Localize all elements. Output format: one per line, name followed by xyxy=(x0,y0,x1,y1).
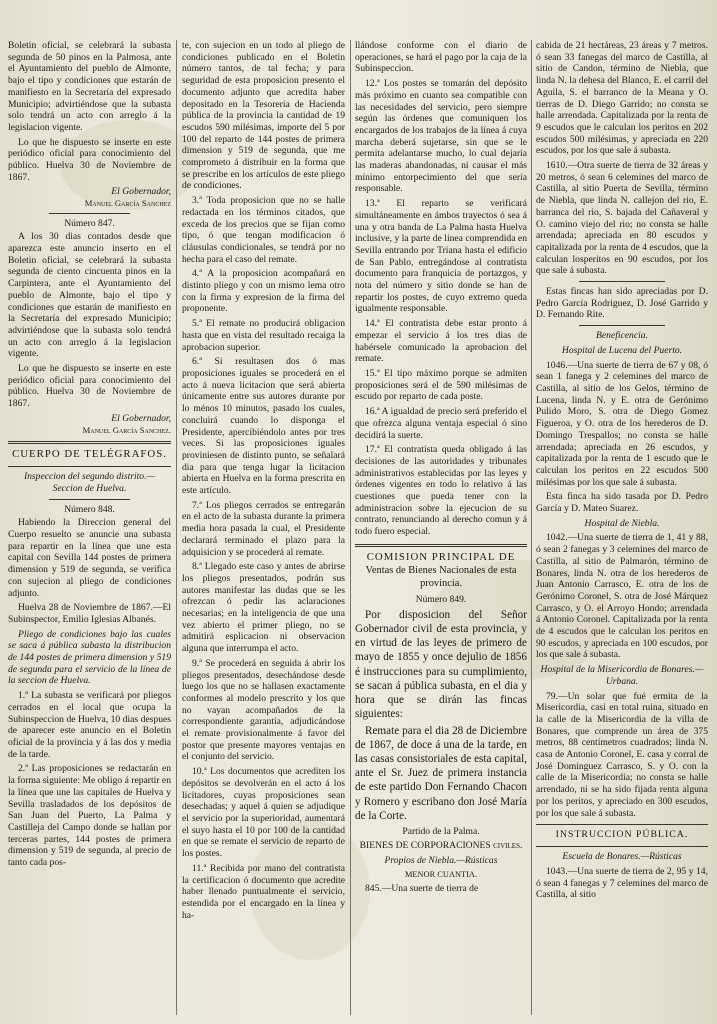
appraisal-note: Esta finca ha sido tasada por D. Pedro García y D. Mateo Suarez. xyxy=(536,491,708,515)
property-listing: 1610.—Otra suerte de tierra de 32 áreas y 20 metros, ó sean 6 celemines del marco de Castilla, al sitio Puerta de Sevilla, término de Niebla, que linda N. callejon del rio, E. barranca del rio, S. bajada del Cañaveral y O. camino viejo del rio; no consta se halle arrendada; apreciada en 80 escudos y capitalizada por la renta de 4 escudos, que la calculan losperitos en 90 escudos, por los que sale á subasta. xyxy=(536,160,708,277)
section-divider xyxy=(355,544,527,547)
institution-heading: Hospital de Lucena del Puerto. xyxy=(561,344,683,356)
institution-heading: Hospital de la Misericordia de Bonares.—Urbana. xyxy=(540,664,704,687)
column-4 xyxy=(536,40,708,1020)
divider xyxy=(579,281,665,282)
category-subheading: Propios de Niebla.—Rústicas xyxy=(384,855,498,867)
divider xyxy=(536,824,708,825)
condition-clause: 14.ª El contratista debe estar pronto á empezar el servicio á los tres dias de habérsele comunicado la aprobacion del remate. xyxy=(355,318,527,365)
condition-clause: 8.ª Llegado este caso y antes de abrirse los pliegos presentados, podrán sus autores manifestar las dudas que se les ofrezcan ó pedir las aclaraciones necesarias; en la inteligencia de que una vez abierto el primer pliego, no se admitirá esplicacion ni observacion alguna que interrumpa el acto. xyxy=(182,561,345,655)
condition-clause: 9.ª Se procederá en seguida á abrir los pliegos presentados, desechándose desde luego los que no se hallasen exactamente conformes al modelo prescrito y los que no vayan acompañados de la correspondiente garantía, adjudicándose el remate provisionalmente á favor del postor que presente mayores ventajas en el conjunto del servicio. xyxy=(182,657,345,763)
notice-paragraph: Huelva 28 de Noviembre de 1867.—El Subinspector, Emilio Iglesias Albanés. xyxy=(8,602,171,625)
property-listing: cabida de 21 hectáreas, 23 áreas y 7 metros. ó sean 33 fanegas del marco de Castilla, al sitio de Candon, término de Niebla, que linda N. la dehesa del Blanco, E. el carril del Aguila, S. el barranco de la Meana y O. tierras de D. Diego Garrido; no consta se halle arrendada. Capitalizada por la renta de 9 escudos que le calculan los peritos en 202 escudos 500 milésimas, y apreciada en 220 escudos, por los que sale á subasta. xyxy=(536,40,708,157)
condition-clause: 2.ª Las proposiciones se redactarán en la forma siguiente: Me obligo á repartir en la línea que une las capitales de Huelva y Sevilla trasladados de los depósitos de San Juan del Puerto, La Palma y Castilleja del Campo donde se hallan por terceras partes, 144 postes de primera dimension y 519 de segunda, al precio de tanto cada pos- xyxy=(8,763,171,869)
condition-clause: 17.ª El contratista queda obligado á las decisiones de las autoridades y tribunales administrativos establecidas por las leyes y órdenes vigentes en todo lo relativo á las cuestiones que pueda tener con la administracion sobre la ejecucion de su contrato, renunciando al derecho comun y á todo fuero especial. xyxy=(355,444,527,538)
column-1 xyxy=(8,40,171,1020)
column-rule xyxy=(176,40,177,1015)
property-listing: 1043.—Una suerte de tierra de 2, 95 y 14, ó sean 4 fanegas y 7 celemines del marco de Castilla, al sitio xyxy=(536,865,708,901)
subsection-heading: Inspeccion del segundo distrito.— Seccion de Huelva. xyxy=(23,471,156,494)
notice-paragraph: Remate para el dia 28 de Diciembre de 1867, de doce á una de la tarde, en las casas consistoriales de esta capital, ante el Sr. Juez de primera instancia de este partido Don Fernando Chacon y Romero y escribano don José María de la Corte. xyxy=(355,724,527,822)
section-heading: COMISION PRINCIPAL DE xyxy=(366,550,516,563)
property-listing: 79.—Un solar que fué ermita de la Misericordia, casi en total ruina, situado en la calle de la Misericordia de la villa de Bonares, que comprende un área de 375 metros, 88 centímetros cuadrados; linda N. casa de Antonio Coronel, E. casa y corral de José Dominguez Carrasco, S. y O. con la calle de la Misericordia; no consta se halle arrendado, ni se ha sido fijada renta alguna por los peritos, y apreciado en 300 escudos, por los que sale á subasta. xyxy=(536,690,708,819)
category-label: MENOR CUANTIA. xyxy=(404,869,478,879)
signature-name: Manuel García Sanchez xyxy=(84,198,171,209)
condition-clause: te, con sujecion en un todo al pliego de condiciones publicado en el Boletin número tantos, de tal fecha; y para seguridad de esta proposicion presento el documento adjunto que acredita haber depositado en la Tesorería de Hacienda pública de la provincia la cantidad de 19 escudos 590 milésimas, importe del 5 por 100 del reparto de 144 postes de primera dimension y 519 de segunda, que me comprometo á distribuir en la forma que se prescribe en los artículos de este pliego de condiciones. xyxy=(182,40,345,192)
column-rule xyxy=(350,40,351,1015)
section-divider xyxy=(8,441,171,444)
institution-heading: Hospital de Niebla. xyxy=(584,517,660,529)
notice-paragraph: Lo que he dispuesto se inserte en este periódico oficial para conocimiento del público. Huelva 30 de Noviembre de 1867. xyxy=(8,363,171,410)
conditions-title: Pliego de condiciones bajo las cuales se saca á pública subasta la distribucion de 144 postes de primera dimension y 519 de segunda para el servicio de la línea de la seccion de Huelva. xyxy=(8,628,171,687)
signature-title: El Gobernador, xyxy=(111,186,171,198)
divider xyxy=(49,499,131,500)
property-listing: 845.—Una suerte de tierra de xyxy=(365,883,479,895)
appraisal-note: Estas fincas han sido apreciadas por D. Pedro García Rodriguez, D. José Garrido y D. Fernando Rite. xyxy=(536,286,708,321)
column-rule xyxy=(531,40,532,1015)
divider xyxy=(8,466,171,467)
divider xyxy=(49,213,131,214)
category-heading: BIENES DE CORPORACIONES civiles. xyxy=(359,840,523,852)
notice-paragraph: Lo que he dispuesto se inserte en este periódico oficial para conocimiento del público. Huelva 30 de Noviembre de 1867. xyxy=(8,136,171,183)
notice-paragraph: Boletin oficial, se celebrará la subasta segunda de 50 pinos en la Palmosa, ante el Ayuntamiento del pueblo de Almonte, bajo el tipo y condiciones que estarán de manifiesto en la Secretaría del expresado Municipio; advirtiéndose que la subasta solo tendrá un acto con arreglo á la legislacion vigente. xyxy=(8,40,171,133)
condition-clause: 6.ª Si resultasen dos ó mas proposiciones iguales se procederá en el acto á nueva licitacion que será abierta únicamente entre sus autores durante por lo ménos 10 minutos, pasado los cuales, concluirá cuando lo disponga el Presidente, apercibiéndolo antes por tres veces. Si las proposiciones iguales proviniesen de distinto punto, se señalará dia para que tenga lugar la licitacion abierta en Huelva en la forma prescrita en este artículo. xyxy=(182,356,345,497)
signature-name: Manuel García Sanchez. xyxy=(82,424,171,435)
condition-clause: 15.ª El tipo máximo porque se admiten proposiciones será el de 590 milésimas de escudo por reparto de cada poste. xyxy=(355,367,527,403)
condition-clause: 3.ª Toda proposicion que no se halle redactada en los términos citados, que exceda de los precios que se fijan como tipo, ó que tengan modificacion ó cláusulas condicionales, se tendrá por no hecha para el caso del remate. xyxy=(182,195,345,265)
notice-number: Número 847. xyxy=(64,217,115,229)
condition-clause: 1.ª La subasta se verificará por pliegos cerrados en el local que ocupa la Subinspeccion de Huelva, 10 dias despues de aparecer este anuncio en el Boletin oficial de la provincia y á las dos y media de la tarde. xyxy=(8,690,171,760)
divider xyxy=(579,325,665,326)
condition-clause: 12.ª Los postes se tomarán del depósito más próximo en cuanto sea compatible con las necesidades del servicio, pero siempre según las órdenes que comuniquen los encargados de los trabajos de la línea á cuya marcha deberá sujetarse, sin que se le permita adelantarse mucho, lo cual dejaria las maderas abandonadas, ni causar el más mínimo entorpecimiento del que sería responsable. xyxy=(355,78,527,195)
divider xyxy=(536,846,708,847)
column-2 xyxy=(182,40,345,1020)
section-heading: CUERPO DE TELÉGRAFOS. xyxy=(12,448,167,461)
condition-clause: 10.ª Los documentos que acrediten los depósitos se devolverán en el acto á los licitadores, cuyas proposiciones sean desechadas; y aquel á quien se adjudique el servicio por la superioridad, aumentará el suyo hasta el 10 por 100 de la cantidad en que se remate el servicio de reparto de los postes. xyxy=(182,766,345,860)
category-heading: Beneficencia. xyxy=(596,330,648,342)
condition-clause: 7.ª Los pliegos cerrados se entregarán en el acto de la subasta durante la primera media hora pasada la cual, el Presidente declarará terminado el plazo para la adquisicion y se procederá al remate. xyxy=(182,499,345,558)
category-heading: INSTRUCCION PÚBLICA. xyxy=(555,829,689,841)
notice-paragraph: Por disposicion del Señor Gobernador civil de esta provincia, y en virtud de las leyes de primero de mayo de 1855 y once dejulio de 1856 é instrucciones para su cumplimiento, se sacan á pública subasta, en el dia y hora que se dirán las fincas siguientes: xyxy=(355,609,527,720)
district-heading: Partido de la Palma. xyxy=(402,825,480,837)
property-listing: 1046.—Una suerte de tierra de 67 y 08, ó sean 1 fanega y 2 celemines del marco de Castilla, al sitio de los Gelos, término de Lucena, linda N. y E. otra de Gerónimo Pulido Moro, S. otra de Diego Gomez Figueroa, y O. otra de los herederos de D. Domingo Trespallos; no consta se halle arrendada; apreciada en 26 escudos, y capitalizada por la renta de 1 escudo que le calculan los peritos en 22 escudos 500 milésimas por los que sale á subasta. xyxy=(536,359,708,488)
institution-heading: Escuela de Bonares.—Rústicas xyxy=(562,851,682,863)
column-3 xyxy=(355,40,527,1020)
condition-clause: 4.ª A la proposicion acompañará en distinto pliego y con un mismo lema otro con la firma y expresion de la firma del proponente. xyxy=(182,268,345,315)
condition-clause: 13.ª El reparto se verificará simultáneamente en ámbos trayectos ó sea á una y otra banda de La Palma hasta Huelva inclusive, y la parte de línea comprendida en Sevilla entrando por Triana hasta el edificio de San Pablo, entregándose al contratista documento para franquicia de portazgos, y nota del número y sitio donde se han de repartir los postes, de cuyo extremo queda igualmente responsable. xyxy=(355,198,527,315)
notice-paragraph: Habiendo la Direccion general del Cuerpo resuelto se anuncie una subasta para repartir en la línea que une esta capital con Sevilla 144 postes de primera dimension y 519 de segunda, se verifica con sujecion al pliego de condiciones adjunto. xyxy=(8,517,171,599)
notice-number: Número 848. xyxy=(64,503,115,515)
property-listing: 1042.—Una suerte de tierra de 1, 41 y 88, ó sean 2 fanegas y 3 celemines del marco de Castilla, al sitio de Palmarón, término de Bonares, linda N. otra de los herederos de Juan Antonio Carrasco, E. otra de los de Gerónimo Coronel, S. otra de José Márquez Carrasco, y O. el Arroyo Hondo; arrendada á Antonio Coronel. Capitalizada por la renta de 4 escudos que le calculan los peritos en 90 escudos, y apreciada en 100 escudos, por los que sale á subasta. xyxy=(536,532,708,661)
condition-clause: 11.ª Recibida por mano del contratista la certificacion ó documento que acredite haber llenado puntualmente el servicio, estendida por el encargado en la línea y ha- xyxy=(182,862,345,921)
condition-clause: 16.ª A igualdad de precio será preferido el que ofrezca alguna ventaja especial ó sino decidirá la suerte. xyxy=(355,406,527,441)
section-subheading: Ventas de Bienes Nacionales de esta provincia. xyxy=(365,565,517,589)
condition-clause: llándose conforme con el diario de operaciones, se hará el pago por la caja de la Subinspeccion. xyxy=(355,40,527,75)
notice-paragraph: A los 30 dias contados desde que aparezca este anuncio inserto en el Boletin oficial, se celebrará la subasta segunda de ciento cincuenta pinos en la Carpintera, ante el Ayuntamiento del pueblo de Almonte, bajo el tipo y condiciones que estarán de manifiesto en la Secretaría del expresado Municipio; advirtiéndose que la subasta solo tendrá un acto con arreglo á la legislacion vigente. xyxy=(8,231,171,360)
notice-number: Número 849. xyxy=(415,594,467,606)
condition-clause: 5.ª El remate no producirá obligacion hasta que en vista del resultado recaiga la aprobacion superior. xyxy=(182,318,345,353)
signature-title: El Gobernador, xyxy=(111,412,171,424)
